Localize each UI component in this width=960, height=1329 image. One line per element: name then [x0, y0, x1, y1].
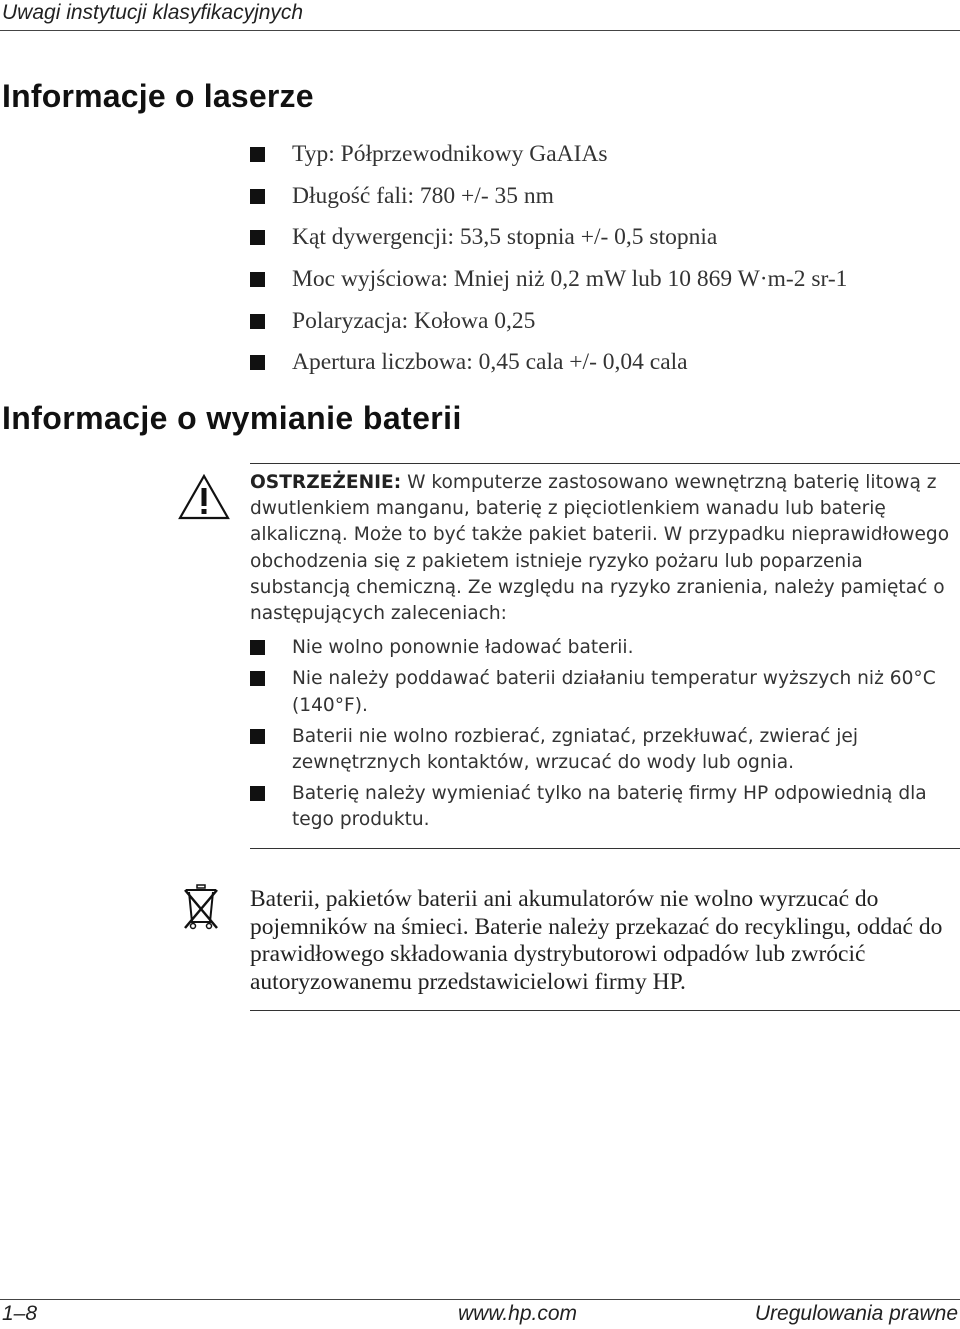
square-bullet-icon	[250, 314, 265, 329]
square-bullet-icon	[250, 147, 265, 162]
page-number: 1–8	[2, 1302, 38, 1325]
square-bullet-icon	[250, 671, 265, 686]
list-item: Moc wyjściowa: Mniej niż 0,2 mW lub 10 869 W·m-2 sr-1	[250, 259, 847, 301]
header-divider	[0, 30, 960, 31]
recycling-note: Baterii, pakietów baterii ani akumulatorów nie wolno wyrzucać do pojemników na śmieci. Baterie należy przekazać do recyklingu, oddać do prawidłowego składowania dystrybutorowi odpadów lub zwrócić autoryzowanemu przedstawicielowi firmy HP.	[250, 886, 943, 995]
warning-paragraph	[250, 470, 960, 627]
running-header: Uwagi instytucji klasyfikacyjnych	[2, 1, 304, 24]
warning-top-rule	[250, 463, 960, 464]
list-item: Nie wolno ponownie ładować baterii.	[250, 635, 960, 661]
square-bullet-icon	[250, 230, 265, 245]
warning-bottom-rule	[250, 848, 960, 849]
list-item: Polaryzacja: Kołowa 0,25	[250, 300, 847, 342]
recycling-rule	[250, 1010, 960, 1011]
list-item: Apertura liczbowa: 0,45 cala +/- 0,04 cala	[250, 342, 847, 384]
crossed-out-bin-icon	[183, 884, 219, 930]
warning-text: W komputerze zastosowano wewnętrzną baterię litową z dwutlenkiem manganu, baterię z pięciotlenkiem wanadu lub baterię alkaliczną. Może to być także pakiet baterii. W przypadku nieprawidłowego obchodzenia się z pakietem istnieje ryzyko pożaru lub poparzenia substancją chemiczną. Ze względu na ryzyko zranienia, należy pamiętać o następujących zaleceniach:	[250, 472, 950, 625]
square-bullet-icon	[250, 355, 265, 370]
battery-warning	[250, 470, 960, 839]
square-bullet-icon	[250, 729, 265, 744]
square-bullet-icon	[250, 640, 265, 655]
battery-heading: Informacje o wymianie baterii	[2, 400, 462, 436]
list-item: Nie należy poddawać baterii działaniu temperatur wyższych niż 60°C (140°F).	[250, 666, 960, 718]
footer-url: www.hp.com	[458, 1302, 578, 1325]
list-item: Baterii nie wolno rozbierać, zgniatać, przekłuwać, zwierać jej zewnętrznych kontaktów, wrzucać do wody lub ognia.	[250, 724, 960, 776]
list-item: Typ: Półprzewodnikowy GaAIAs	[250, 134, 847, 176]
footer-divider	[0, 1299, 960, 1300]
warning-label: OSTRZEŻENIE:	[250, 472, 402, 493]
laser-spec-list	[250, 134, 847, 384]
warning-list	[250, 635, 960, 833]
warning-triangle-icon	[178, 474, 230, 520]
list-item: Długość fali: 780 +/- 35 nm	[250, 176, 847, 218]
list-item: Baterię należy wymieniać tylko na baterię firmy HP odpowiednią dla tego produktu.	[250, 781, 960, 833]
laser-heading: Informacje o laserze	[2, 78, 314, 114]
square-bullet-icon	[250, 189, 265, 204]
square-bullet-icon	[250, 786, 265, 801]
list-item: Kąt dywergencji: 53,5 stopnia +/- 0,5 stopnia	[250, 217, 847, 259]
square-bullet-icon	[250, 272, 265, 287]
footer-doc-title: Uregulowania prawne	[754, 1302, 958, 1325]
